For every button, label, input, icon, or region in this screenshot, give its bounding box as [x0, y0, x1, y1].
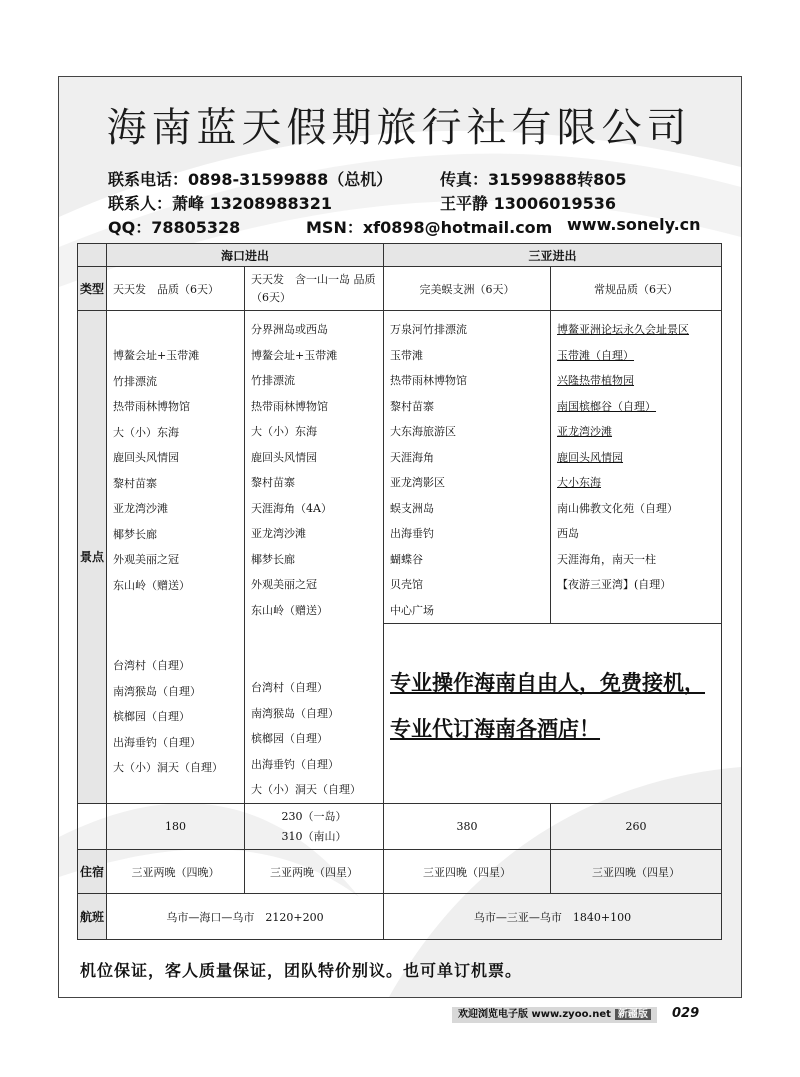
spots-cell [245, 311, 384, 804]
list-item: 鹿回头风情园 [557, 450, 624, 464]
list-item: 鹿回头风情园 [113, 451, 179, 464]
price-line: 310（南山） [281, 829, 347, 843]
list-item: 玉带滩 [390, 348, 424, 362]
page-number: 029 [672, 1006, 700, 1021]
list-item: 大（小）洞天（自理） [251, 783, 361, 796]
list-item: 南山佛教文化苑（自理） [557, 501, 679, 515]
contact-person-text: 联系人：萧峰 13208988321 [108, 194, 333, 213]
spots-label: 景点 [78, 311, 107, 804]
phone-text: 联系电话：0898-31599888（总机） [108, 170, 393, 189]
stay-label: 住宿 [78, 850, 107, 894]
promo-cell [384, 624, 722, 804]
list-item: 鹿回头风情园 [251, 450, 317, 464]
flight-cell: 乌市—三亚—乌市 1840+100 [384, 894, 722, 940]
haikou-group-header: 海口进出 [107, 244, 384, 267]
type-cell: 天天发 品质（6天） [107, 267, 245, 311]
price-line: 230（一岛） [281, 809, 347, 823]
list-item: 亚龙湾影区 [390, 476, 446, 489]
list-item: 黎村苗寨 [113, 476, 157, 490]
list-item: 东山岭（赠送） [251, 603, 328, 617]
list-item: 大（小）东海 [251, 425, 317, 438]
list-item: 黎村苗寨 [251, 476, 295, 489]
type-cell: 完美蜈支洲（6天） [384, 267, 551, 311]
table-corner [78, 244, 107, 267]
stay-cell: 三亚两晚（四星） [245, 850, 384, 894]
website-link[interactable]: www.sonely.cn [567, 215, 701, 234]
company-title: 海南蓝天假期旅行社有限公司 [106, 105, 692, 151]
list-item: 博鳌亚洲论坛永久会址景区 [557, 323, 690, 336]
flight-cell: 乌市—海口—乌市 2120+200 [107, 894, 384, 940]
list-item: 蝴蝶谷 [390, 552, 424, 566]
list-item: 槟榔园（自理） [251, 732, 328, 745]
list-item: 黎村苗寨 [390, 399, 435, 413]
list-item: 大（小）东海 [113, 425, 179, 439]
footer-bar [452, 1007, 657, 1023]
list-item: 分界洲岛或西岛 [251, 323, 328, 336]
spots-cell [384, 311, 551, 624]
list-item: 台湾村（自理） [251, 681, 328, 694]
list-item: 热带雨林博物馆 [390, 374, 468, 387]
list-item: 槟榔园（自理） [113, 710, 190, 723]
price-label-cell [78, 804, 107, 850]
list-item: 亚龙湾沙滩 [113, 502, 168, 515]
spots-cell [107, 311, 245, 804]
price-cell: 180 [107, 804, 245, 850]
type-cell: 常规品质（6天） [551, 267, 722, 311]
list-item: 南国槟榔谷（自理） [557, 399, 657, 413]
footer-text: 欢迎浏览电子版 www.zyoo.net [458, 1009, 611, 1020]
list-item: 外观美丽之冠 [251, 578, 317, 591]
sanya-group-header: 三亚进出 [384, 244, 722, 267]
list-item: 热带雨林博物馆 [113, 400, 190, 413]
list-item: 万泉河竹排漂流 [390, 323, 468, 336]
list-item: 外观美丽之冠 [113, 553, 179, 566]
contact-person-2-text: 王平静 13006019536 [440, 194, 617, 213]
type-label: 类型 [78, 267, 107, 311]
list-item: 竹排漂流 [251, 374, 295, 387]
price-cell: 380 [384, 804, 551, 850]
list-item: 博鳌会址+玉带滩 [113, 349, 200, 362]
stay-cell: 三亚四晚（四星） [384, 850, 551, 894]
price-cell [245, 804, 384, 850]
list-item: 椰梦长廊 [251, 552, 295, 566]
stay-cell: 三亚四晚（四星） [551, 850, 722, 894]
promo-text: 专业操作海南自由人，免费接机，专业代订海南各酒店！ [390, 671, 706, 741]
bottom-note: 机位保证，客人质量保证，团队特价别议。也可单订机票。 [80, 961, 523, 980]
list-item: 南湾猴岛（自理） [251, 706, 339, 720]
list-item: 兴隆热带植物园 [557, 374, 635, 387]
list-item: 天涯海角（4A） [251, 501, 332, 515]
tour-table [77, 243, 722, 940]
list-item: 竹排漂流 [113, 374, 157, 388]
list-item: 出海垂钓 [390, 527, 435, 540]
list-item: 蜈支洲岛 [390, 501, 435, 515]
list-item: 亚龙湾沙滩 [251, 527, 306, 540]
list-item: 南湾猴岛（自理） [113, 684, 201, 698]
list-item: 玉带滩（自理） [557, 348, 635, 362]
list-item: 中心广场 [390, 603, 435, 617]
price-cell: 260 [551, 804, 722, 850]
flight-label: 航班 [78, 894, 107, 940]
msn-text: MSN：xf0898@hotmail.com [306, 218, 553, 237]
list-item: 热带雨林博物馆 [251, 399, 328, 413]
stay-cell: 三亚两晚（四晚） [107, 850, 245, 894]
fax-text: 传真：31599888转805 [440, 170, 627, 189]
list-item: 【夜游三亚湾】(自理） [557, 578, 672, 591]
edition-badge: 新疆版 [615, 1009, 651, 1020]
list-item: 东山岭（赠送） [113, 578, 190, 592]
list-item: 博鳌会址+玉带滩 [251, 348, 338, 362]
list-item: 大小东海 [557, 476, 602, 489]
spots-cell [551, 311, 722, 624]
list-item: 大（小）洞天（自理） [113, 761, 223, 774]
list-item: 大东海旅游区 [390, 425, 457, 438]
list-item: 天涯海角，南天一柱 [557, 552, 657, 566]
list-item: 天涯海角 [390, 450, 435, 464]
list-item: 出海垂钓（自理） [113, 735, 201, 749]
list-item: 出海垂钓（自理） [251, 757, 339, 771]
list-item: 亚龙湾沙滩 [557, 425, 613, 438]
type-cell: 天天发 含一山一岛 品质（6天） [245, 267, 384, 311]
list-item: 椰梦长廊 [113, 527, 157, 541]
list-item: 西岛 [557, 527, 580, 540]
qq-text: QQ：78805328 [108, 218, 241, 237]
list-item: 贝壳馆 [390, 578, 424, 591]
list-item: 台湾村（自理） [113, 659, 190, 672]
